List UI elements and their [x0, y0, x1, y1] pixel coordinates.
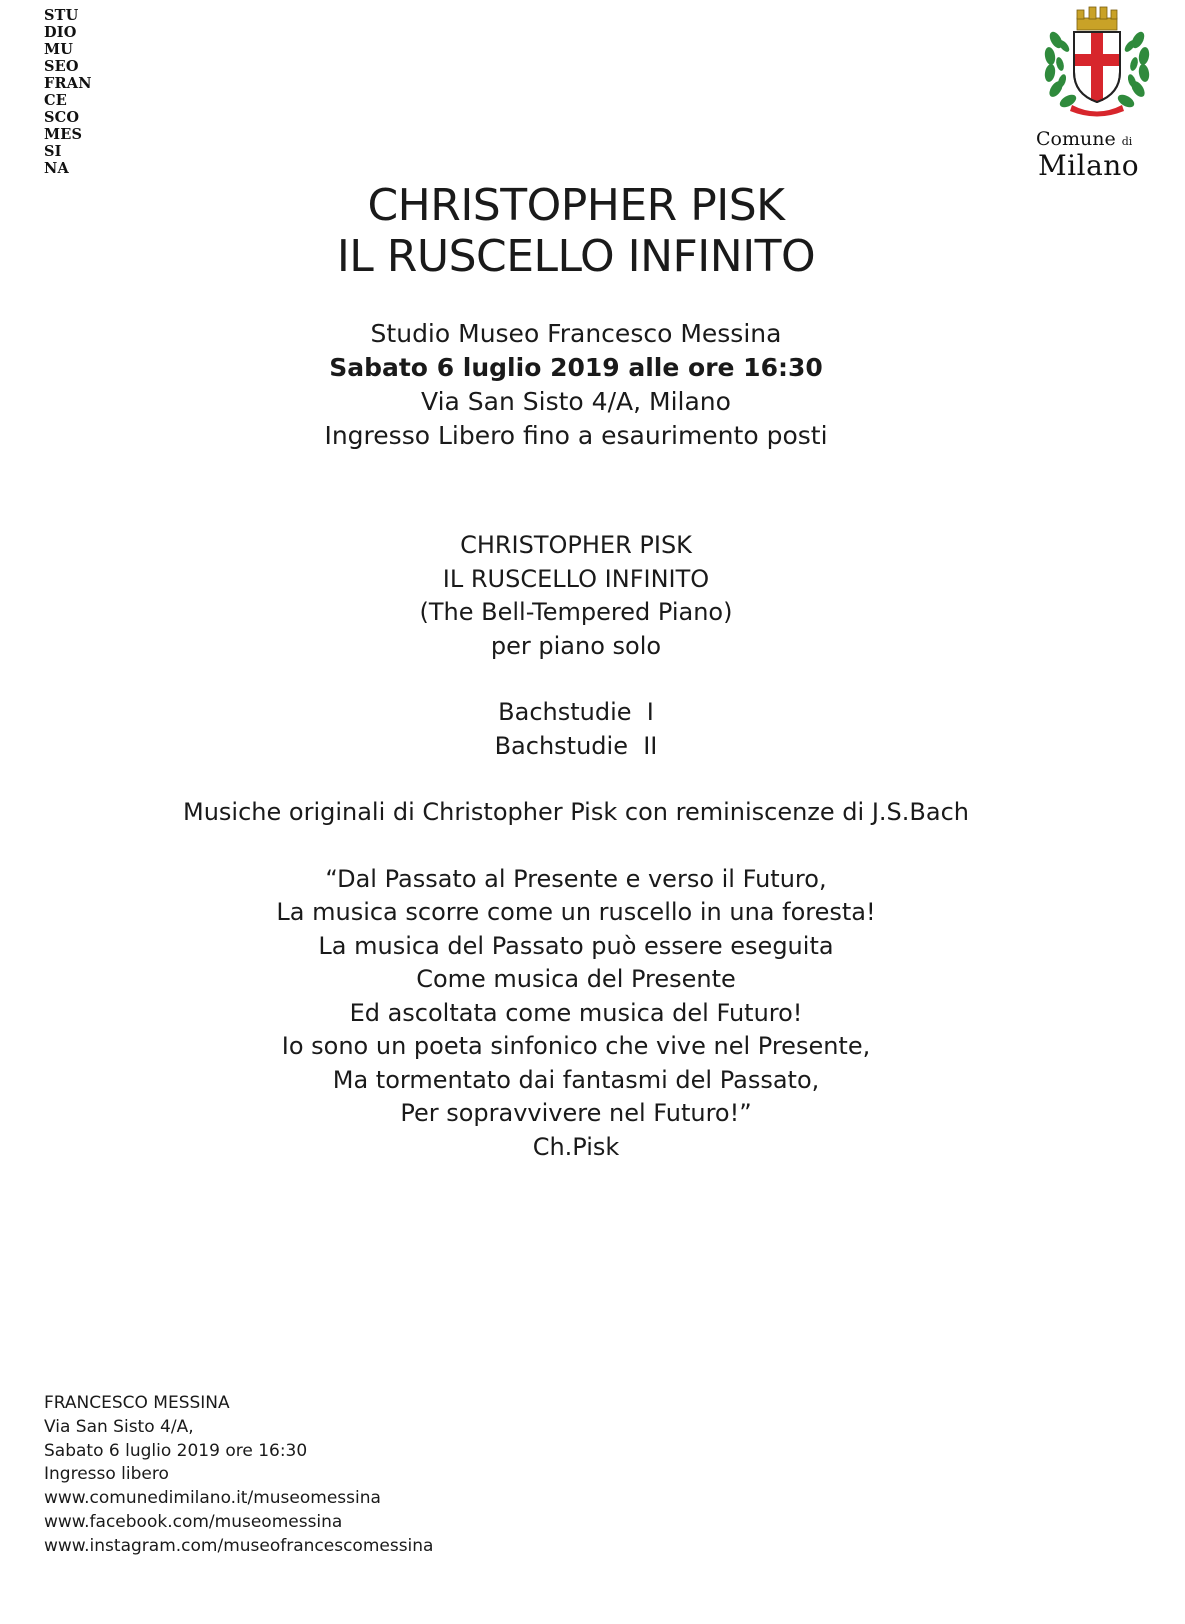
- quote-line: “Dal Passato al Presente e verso il Futuro,: [325, 864, 827, 893]
- quote-line: La musica scorre come un ruscello in una foresta!: [276, 898, 876, 926]
- event-address: Via San Sisto 4/A, Milano: [421, 387, 731, 416]
- event-datetime: Sabato 6 luglio 2019 alle ore 16:30: [329, 353, 823, 382]
- museum-logo-line: SEO: [44, 58, 79, 75]
- quote-signature: Ch.Pisk: [532, 1132, 620, 1161]
- museum-logo-line: SI: [44, 143, 62, 160]
- city-name-line1: Comune: [1036, 128, 1116, 150]
- footer-datetime: Sabato 6 luglio 2019 ore 16:30: [44, 1440, 308, 1461]
- quote-line: Io sono un poeta sinfonico che vive nel Presente,: [281, 1032, 871, 1060]
- footer-admission: Ingresso libero: [44, 1464, 169, 1485]
- museum-logo-line: MES: [44, 126, 83, 143]
- footer-link-website[interactable]: www.comunedimilano.it/museomessina: [44, 1488, 381, 1509]
- program-piece: Bachstudie II: [494, 731, 658, 760]
- city-name-di: di: [1121, 135, 1133, 148]
- program-piece: Bachstudie I: [498, 698, 654, 726]
- museum-logo-line: DIO: [44, 24, 77, 41]
- footer-link-instagram[interactable]: www.instagram.com/museofrancescomessina: [44, 1535, 434, 1556]
- program-work: IL RUSCELLO INFINITO: [442, 564, 710, 593]
- program-composer: CHRISTOPHER PISK: [460, 531, 692, 559]
- footer-address: Via San Sisto 4/A,: [44, 1416, 194, 1437]
- event-venue: Studio Museo Francesco Messina: [370, 319, 782, 348]
- museum-logo: [44, 7, 92, 177]
- title-line-composer: CHRISTOPHER PISK: [367, 180, 785, 231]
- footer-museum-name: FRANCESCO MESSINA: [44, 1393, 230, 1413]
- museum-logo-line: FRAN: [44, 75, 92, 92]
- city-logo: [1030, 2, 1170, 187]
- museum-logo-line: STU: [44, 7, 79, 24]
- quote-line: Come musica del Presente: [416, 965, 736, 993]
- program-instrumentation: per piano solo: [490, 631, 662, 660]
- quote-line: La musica del Passato può essere eseguita: [318, 931, 834, 960]
- city-name-comune: [1036, 128, 1132, 150]
- footer: [44, 1392, 433, 1559]
- footer-link-facebook[interactable]: www.facebook.com/museomessina: [44, 1511, 343, 1532]
- program-subtitle: (The Bell-Tempered Piano): [419, 598, 733, 626]
- program-note: Musiche originali di Christopher Pisk con reminiscenze di J.S.Bach: [183, 798, 969, 826]
- museum-logo-line: MU: [44, 41, 74, 58]
- program: [0, 529, 1152, 1164]
- museum-logo-line: CE: [44, 92, 67, 109]
- quote-line: Ma tormentato dai fantasmi del Passato,: [332, 1065, 820, 1094]
- page-title: [0, 180, 1152, 282]
- museum-logo-line: NA: [44, 160, 69, 177]
- city-name-milano: Milano: [1038, 149, 1140, 182]
- title-line-work: IL RUSCELLO INFINITO: [336, 231, 816, 282]
- event-admission: Ingresso Libero fino a esaurimento posti: [324, 421, 828, 450]
- quote-line: Ed ascoltata come musica del Futuro!: [349, 998, 803, 1027]
- quote-line: Per sopravvivere nel Futuro!”: [400, 1099, 752, 1127]
- city-crest-icon: [1042, 2, 1152, 120]
- event-info: [0, 317, 1152, 453]
- museum-logo-line: SCO: [44, 109, 80, 126]
